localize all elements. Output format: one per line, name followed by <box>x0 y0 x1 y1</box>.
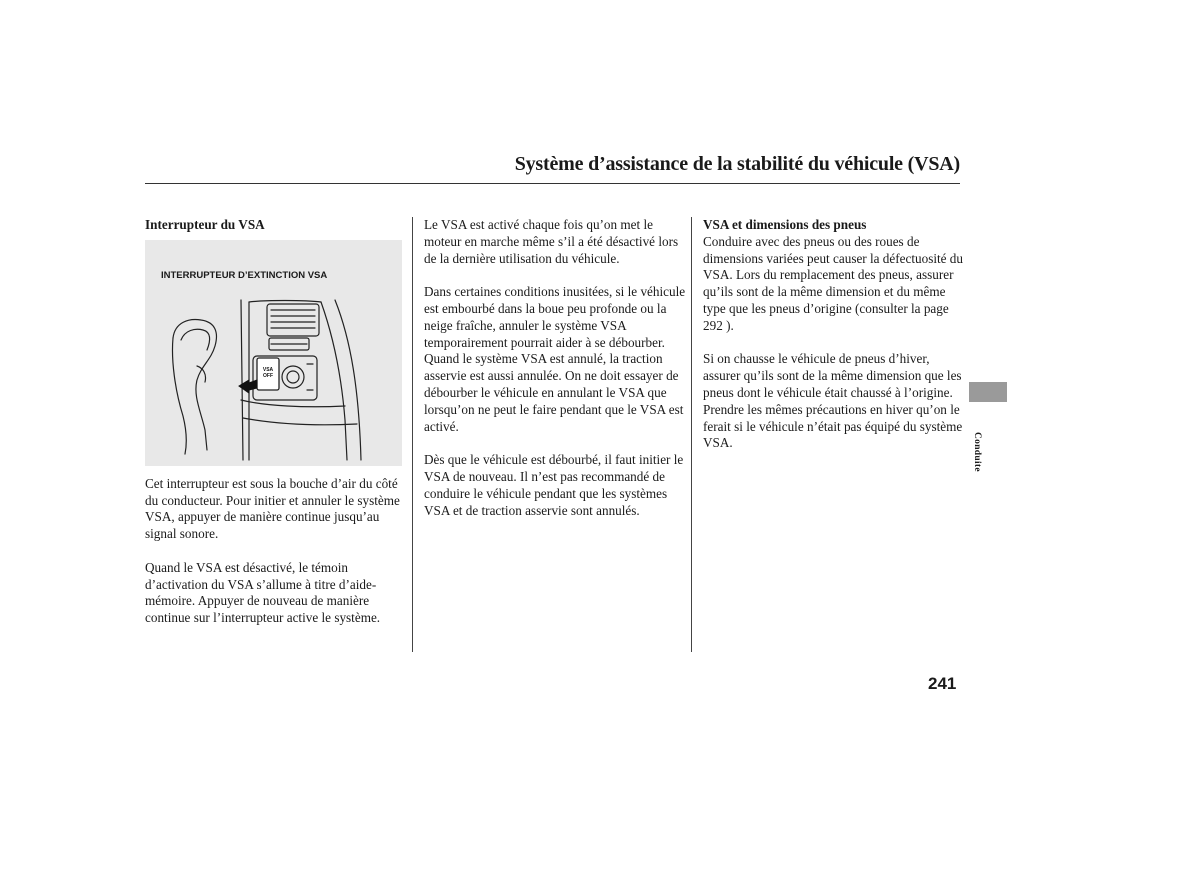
vsa-button-label-line2: OFF <box>263 372 273 379</box>
section-tab-marker <box>969 382 1007 402</box>
paragraph: Cet interrupteur est sous la bouche d’air du côté du conducteur. Pour initier et annuler le système VSA, appuyer de manière continue jusqu’au signal sonore. <box>145 475 400 542</box>
column-3 <box>703 217 963 469</box>
paragraph: Dès que le véhicule est débourbé, il faut initier le VSA de nouveau. Il n’est pas recommandé de conduire le véhicule pendant que les systèmes VSA et de traction asservie sont annulés. <box>424 452 684 518</box>
paragraph: Le VSA est activé chaque fois qu’on met le moteur en marche même s’il a été désactivé lors de la dernière utilisation du véhicule. <box>424 217 679 266</box>
section-heading-vsa-switch: Interrupteur du VSA <box>145 217 265 232</box>
column-divider <box>691 217 692 652</box>
page-number: 241 <box>928 674 957 693</box>
page-title: Système d’assistance de la stabilité du véhicule (VSA) <box>514 153 960 175</box>
vsa-switch-illustration <box>145 240 402 466</box>
paragraph: Quand le VSA est désactivé, le témoin d’activation du VSA s’allume à titre d’aide-mémoire. Appuyer de nouveau de manière continue sur l’interrupteur active le système. <box>145 559 381 626</box>
title-rule <box>145 183 960 184</box>
section-tab-label: Conduite <box>972 432 982 472</box>
vsa-button-label-line1: VSA <box>262 366 274 373</box>
column-divider <box>412 217 413 652</box>
column-2 <box>424 217 686 536</box>
paragraph: Dans certaines conditions inusitées, si le véhicule est embourbé dans la boue peu profonde ou la neige fraîche, annuler le système VSA temporairement pourrait aider à se débourber. Quand le système VSA est annulé, la traction asservie est aussi annulée. On ne doit essayer de débourber le véhicule en annulant le VSA que lorsqu’on ne peut le faire pendant que le VSA est activé. <box>424 284 686 434</box>
figure-label: INTERRUPTEUR D’EXTINCTION VSA <box>161 269 328 281</box>
paragraph: Conduire avec des pneus ou des roues de dimensions variées peut causer la défectuosité du VSA. Lors du remplacement des pneus, assurer qu’ils sont de la même dimension et du même type que les pneus d’origine (consulter la page 292 ). <box>703 233 963 333</box>
section-heading-tire-dimensions: VSA et dimensions des pneus <box>703 217 867 232</box>
column-1 <box>145 217 403 644</box>
paragraph: Si on chausse le véhicule de pneus d’hiver, assurer qu’ils sont de la même dimension que les pneus dont le véhicule était chaussé à l’origine. Prendre les mêmes précautions en hiver qu’on le ferait si le véhicule n’était pas équipé du système VSA. <box>703 351 963 451</box>
